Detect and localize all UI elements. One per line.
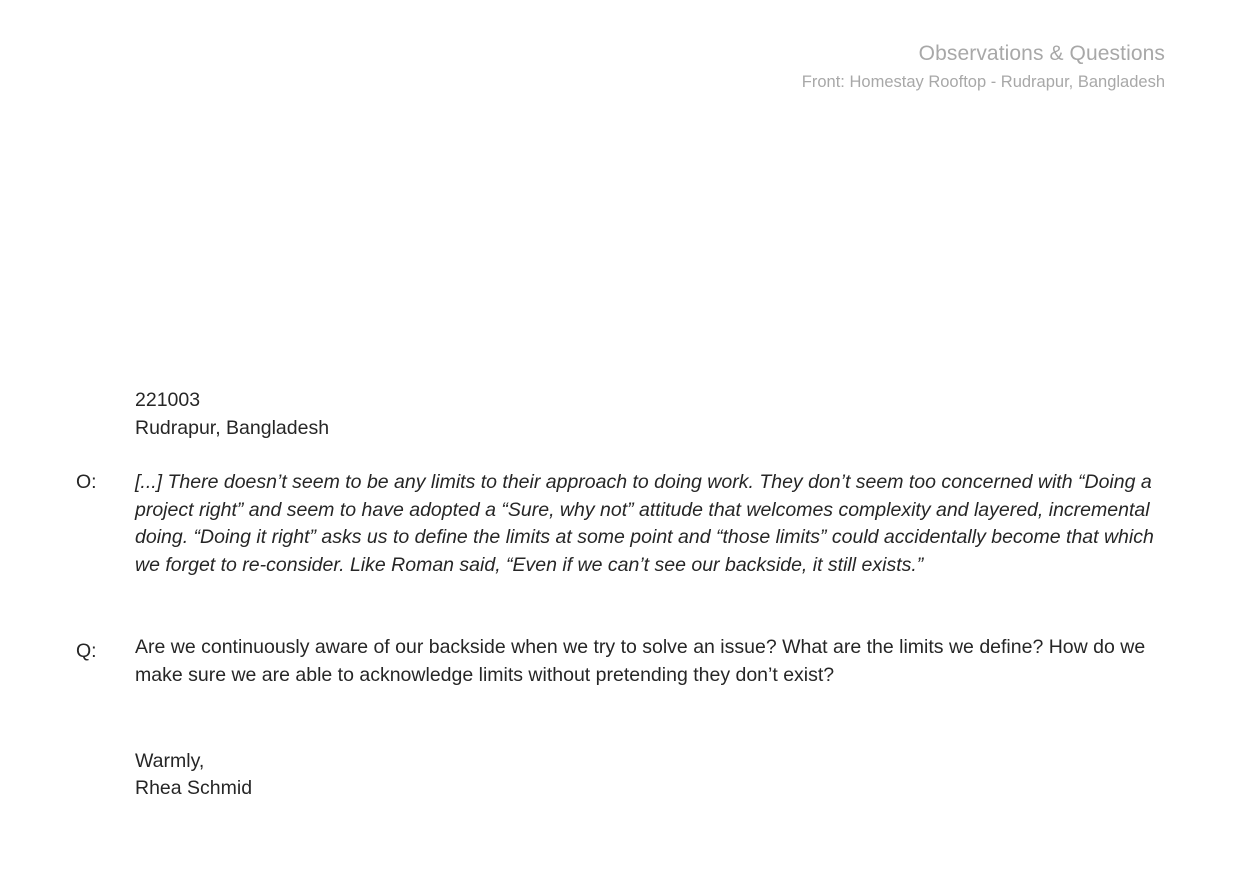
page-header [802,40,1165,94]
question-text: Are we continuously aware of our backside when we try to solve an issue? What are the limits we define? How do we make sure we are able to acknowledge limits without pretending they don’t exist? [135,636,1146,686]
closing-block [135,748,252,802]
page-subtitle: Front: Homestay Rooftop - Rudrapur, Bangladesh [801,73,1165,91]
question-marker: Q: [76,640,97,662]
entry-date: 221003 [135,389,201,411]
page-title: Observations & Questions [918,42,1165,65]
closing-salutation: Warmly, [135,750,205,772]
entry-dateline [135,386,329,442]
entry-location: Rudrapur, Bangladesh [135,417,330,439]
observation-marker: O: [76,471,97,493]
observation-text: [...] There doesn’t seem to be any limits to their approach to doing work. They don’t seem too concerned with “Doing a project right” and seem to have adopted a “Sure, why not” attitude that welcomes complexity and layered, incremental doing. “Doing it right” asks us to define the limits at some point and “those limits” could accidentally become that which we forget to re-consider. Like Roman said, “Even if we can’t see our backside, it still exists.” [135,471,1154,576]
signature: Rhea Schmid [135,777,253,799]
